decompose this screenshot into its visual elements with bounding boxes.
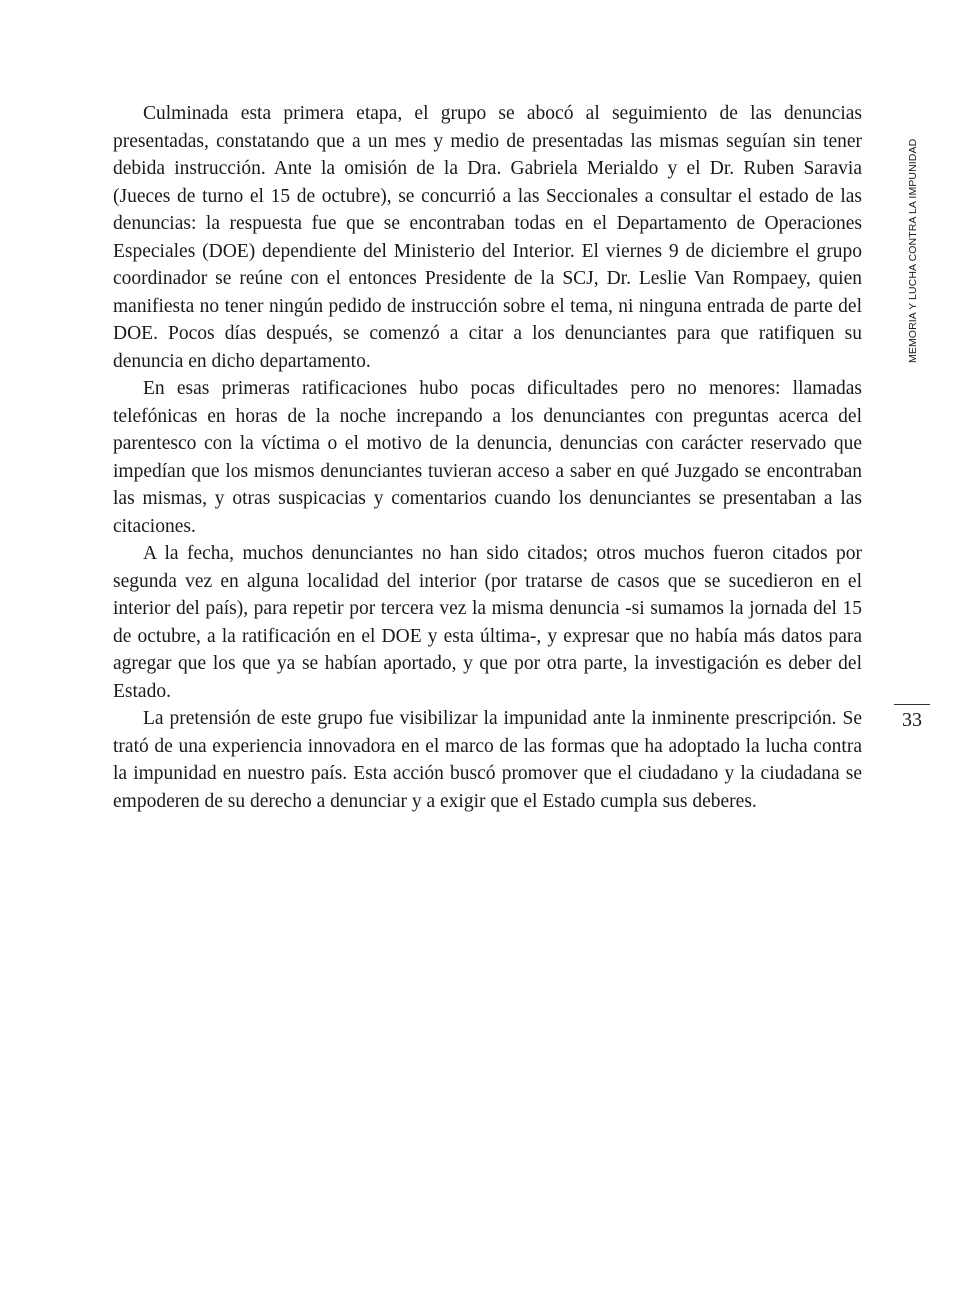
- body-text: [113, 100, 862, 815]
- paragraph-4: La pretensión de este grupo fue visibilizar la impunidad ante la inminente prescripción. Se trató de una experiencia innovadora en el marco de las formas que ha adoptado la lucha contra la impunidad en nuestro país. Esta acción buscó promover que el ciudadano y la ciudadana se empoderen de su derecho a denunciar y a exigir que el Estado cumpla sus deberes.: [113, 708, 862, 812]
- running-header: [905, 103, 921, 363]
- paragraph-3: A la fecha, muchos denunciantes no han sido citados; otros muchos fueron citados por segunda vez en alguna localidad del interior (por tratarse de casos que se sucedieron en el interior del país), para repetir por tercera vez la misma denuncia -si sumamos la jornada del 15 de octubre, a la ratificación en el DOE y esta última-, y expresar que no había más datos para agregar que los que ya se habían aportado, y que por otra parte, la investigación es deber del Estado.: [113, 543, 862, 702]
- page-number-rule: [894, 704, 930, 705]
- running-header-text: MEMORIA Y LUCHA CONTRA LA IMPUNIDAD: [907, 138, 919, 363]
- paragraph-1: Culminada esta primera etapa, el grupo se abocó al seguimiento de las denuncias presentadas, constatando que a un mes y medio de presentadas las mismas seguían sin tener debida instrucción. Ante la omisión de la Dra. Gabriela Merialdo y el Dr. Ruben Saravia (Jueces de turno el 15 de octubre), se concurrió a las Seccionales a consultar el estado de las denuncias: la respuesta fue que se encontraban todas en el Departamento de Operaciones Especiales (DOE) dependiente del Ministerio del Interior. El viernes 9 de diciembre el grupo coordinador se reúne con el entonces Presidente de la SCJ, Dr. Leslie Van Rompaey, quien manifiesta no tener ningún pedido de instrucción sobre el tema, ni ninguna entrada de parte del DOE. Pocos días después, se comenzó a citar a los denunciantes para que ratifiquen su denuncia en dicho departamento.: [113, 103, 862, 372]
- paragraph-2: En esas primeras ratificaciones hubo pocas dificultades pero no menores: llamadas telefónicas en horas de la noche increpando a los denunciantes con preguntas acerca del parentesco con la víctima o el motivo de la denuncia, denuncias con carácter reservado que impedían que los mismos denunciantes tuvieran acceso a saber en qué Juzgado se encontraban las mismas, y otras suspicacias y comentarios cuando los denunciantes se presentaban a las citaciones.: [113, 378, 862, 537]
- page-number: 33: [902, 709, 922, 731]
